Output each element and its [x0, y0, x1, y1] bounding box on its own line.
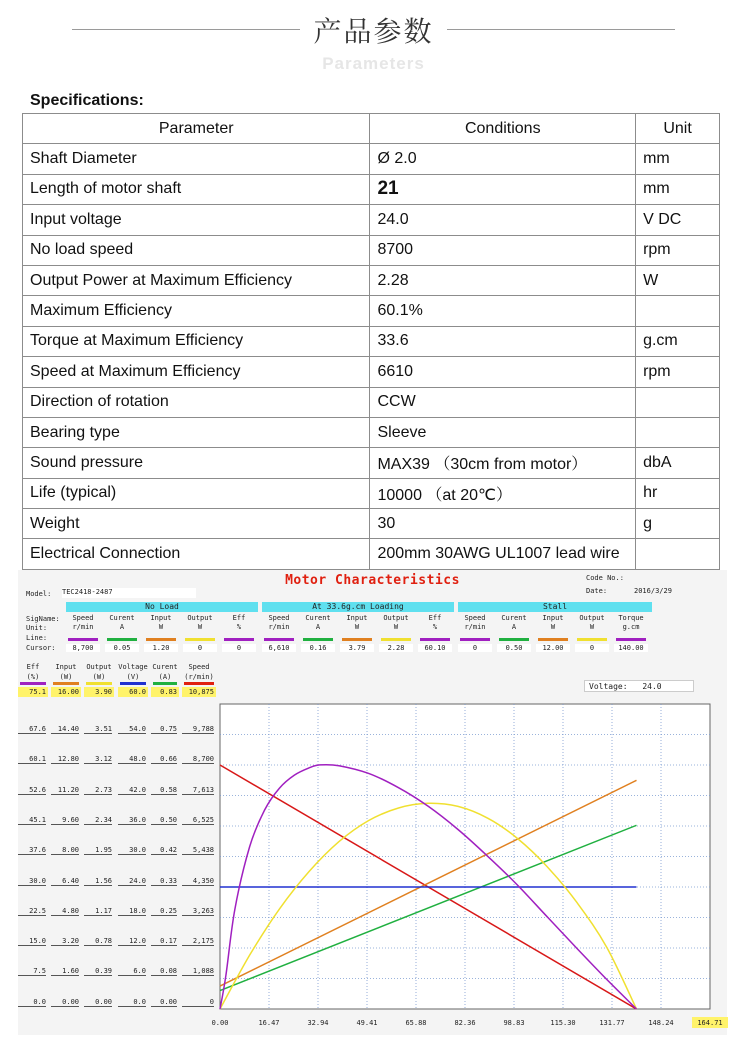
y-axis-unit: (A): [158, 673, 172, 681]
conditions-cell: 2.28: [370, 265, 636, 295]
y-axis-tick: 0.00: [51, 998, 79, 1007]
date-label: Date:: [586, 587, 608, 595]
conditions-cell: Ø 2.0: [370, 144, 636, 174]
cursor-label: Cursor:: [26, 644, 56, 652]
y-axis-tick: 8.00: [51, 846, 79, 855]
cursor-value: 0: [575, 644, 609, 652]
y-axis-tick: 14.40: [51, 725, 79, 734]
cursor-value: 0: [183, 644, 217, 652]
y-axis-tick: 15.0: [18, 937, 46, 946]
y-axis-tick: 0: [182, 998, 214, 1007]
table-row: [23, 387, 720, 417]
cursor-value: 0.05: [105, 644, 139, 652]
y-axis-name: Voltage: [118, 663, 148, 671]
y-axis-name: Speed: [188, 663, 210, 671]
y-axis-tick: 3.12: [84, 755, 112, 764]
signal-name: Input: [542, 614, 564, 622]
code-label: Code No.:: [586, 574, 624, 582]
signal-unit: g.cm: [622, 623, 640, 631]
y-axis-unit: (%): [26, 673, 40, 681]
y-axis-tick: 1.17: [84, 907, 112, 916]
x-axis-tick-label: 98.83: [503, 1019, 525, 1027]
model-value: TEC2418-2487: [62, 588, 196, 598]
signal-unit: W: [158, 623, 164, 631]
y-axis-tick: 6.0: [118, 967, 146, 976]
y-axis-tick: 8,700: [182, 755, 214, 764]
signal-name: Eff: [232, 614, 246, 622]
table-header-row: [23, 114, 720, 144]
voltage-label: Voltage:: [589, 682, 628, 691]
x-axis-tick-label: 16.47: [258, 1019, 280, 1027]
y-axis-tick: 0.08: [151, 967, 177, 976]
y-axis-tick: 2.34: [84, 816, 112, 825]
y-axis-name: Output: [86, 663, 112, 671]
unit-cell: [636, 387, 720, 417]
y-axis-color-swatch: [153, 682, 177, 685]
cursor-value: 1.20: [144, 644, 178, 652]
cursor-value: 12.00: [536, 644, 570, 652]
y-axis-tick: 1,088: [182, 967, 214, 976]
signal-name: Eff: [428, 614, 442, 622]
line-color-swatch: [303, 638, 333, 641]
section-header: [0, 0, 747, 90]
column-header-parameter: Parameter: [23, 114, 370, 144]
y-axis-tick: 2,175: [182, 937, 214, 946]
date-value: 2016/3/29: [634, 587, 672, 595]
section-title: 产品参数: [313, 15, 434, 48]
x-cursor-label: 164.71: [697, 1019, 723, 1027]
y-axis-tick: 0.17: [151, 937, 177, 946]
line-color-swatch: [342, 638, 372, 641]
line-label: Line:: [26, 634, 48, 642]
line-color-swatch: [577, 638, 607, 641]
y-axis-max: 75.1: [18, 687, 48, 697]
signal-unit: W: [589, 623, 595, 631]
y-axis-tick: 6.40: [51, 877, 79, 886]
band-loading: At 33.6g.cm Loading: [262, 602, 454, 612]
y-axis-tick: 0.00: [151, 998, 177, 1007]
y-axis-tick: 45.1: [18, 816, 46, 825]
conditions-cell: 8700: [370, 235, 636, 265]
signal-unit: W: [354, 623, 360, 631]
signal-name: Curent: [501, 614, 527, 622]
y-axis-tick: 1.56: [84, 877, 112, 886]
y-axis-tick: 0.58: [151, 786, 177, 795]
y-axis-unit: (V): [126, 673, 140, 681]
y-axis-tick: 9,788: [182, 725, 214, 734]
cursor-value: 3.79: [340, 644, 374, 652]
signal-unit: %: [432, 623, 438, 631]
y-axis-tick: 12.80: [51, 755, 79, 764]
specifications-label: Specifications:: [30, 92, 144, 109]
line-color-swatch: [68, 638, 98, 641]
signal-name: Output: [579, 614, 605, 622]
y-axis-tick: 1.95: [84, 846, 112, 855]
parameter-cell: Input voltage: [23, 205, 370, 235]
parameter-cell: Direction of rotation: [23, 387, 370, 417]
parameter-cell: Speed at Maximum Efficiency: [23, 357, 370, 387]
cursor-value: 0.16: [301, 644, 335, 652]
y-axis-color-swatch: [184, 682, 214, 685]
parameter-cell: Output Power at Maximum Efficiency: [23, 265, 370, 295]
y-axis-tick: 22.5: [18, 907, 46, 916]
y-axis-unit: (W): [59, 673, 73, 681]
voltage-field: [584, 680, 694, 692]
y-axis-color-swatch: [86, 682, 112, 685]
signal-unit: A: [315, 623, 321, 631]
conditions-cell: 30: [370, 509, 636, 539]
table-row: [23, 235, 720, 265]
y-axis-max: 0.83: [151, 687, 179, 697]
conditions-cell: 60.1%: [370, 296, 636, 326]
y-axis-tick: 6,525: [182, 816, 214, 825]
y-axis-max: 16.00: [51, 687, 81, 697]
signal-unit: r/min: [464, 623, 486, 631]
x-axis-tick-label: 32.94: [307, 1019, 329, 1027]
signal-name: Curent: [305, 614, 331, 622]
cursor-value: 0.50: [497, 644, 531, 652]
motor-characteristics-panel: [18, 570, 727, 1035]
y-axis-tick: 5,438: [182, 846, 214, 855]
signal-name: Speed: [268, 614, 290, 622]
y-axis-tick: 0.25: [151, 907, 177, 916]
unit-cell: rpm: [636, 235, 720, 265]
cursor-value: 0: [458, 644, 492, 652]
line-color-swatch: [616, 638, 646, 641]
table-row: [23, 539, 720, 569]
conditions-cell: MAX39 （30cm from motor）: [370, 448, 636, 478]
table-row: [23, 174, 720, 204]
parameter-cell: Shaft Diameter: [23, 144, 370, 174]
cursor-value: 6,610: [262, 644, 296, 652]
table-row: [23, 417, 720, 447]
unit-cell: V DC: [636, 205, 720, 235]
section-subtitle: Parameters: [322, 54, 425, 73]
line-color-swatch: [107, 638, 137, 641]
x-axis-tick-label: 131.77: [599, 1019, 625, 1027]
y-axis-tick: 24.0: [118, 877, 146, 886]
signal-name: Torque: [618, 614, 644, 622]
unit-cell: [636, 296, 720, 326]
parameter-cell: Weight: [23, 509, 370, 539]
cursor-value: 8,700: [66, 644, 100, 652]
y-axis-unit: (r/min): [184, 673, 214, 681]
y-axis-name: Curent: [152, 663, 178, 671]
unit-cell: W: [636, 265, 720, 295]
signal-unit: A: [119, 623, 125, 631]
unit-label: Unit:: [26, 624, 48, 632]
y-axis-tick: 4.80: [51, 907, 79, 916]
table-row: [23, 296, 720, 326]
signal-name: Input: [150, 614, 172, 622]
parameter-cell: Length of motor shaft: [23, 174, 370, 204]
y-axis-color-swatch: [120, 682, 146, 685]
signal-unit: W: [550, 623, 556, 631]
table-row: [23, 205, 720, 235]
signal-name: Speed: [72, 614, 94, 622]
conditions-cell: 10000 （at 20℃）: [370, 478, 636, 508]
x-axis-tick-label: 49.41: [356, 1019, 378, 1027]
unit-cell: dbA: [636, 448, 720, 478]
y-axis-max: 3.90: [84, 687, 114, 697]
parameter-cell: Maximum Efficiency: [23, 296, 370, 326]
unit-cell: mm: [636, 174, 720, 204]
specifications-table: [22, 113, 720, 570]
cursor-value: 2.28: [379, 644, 413, 652]
table-row: [23, 357, 720, 387]
table-row: [23, 326, 720, 356]
y-axis-max: 10,875: [182, 687, 216, 697]
line-color-swatch: [146, 638, 176, 641]
unit-cell: g: [636, 509, 720, 539]
y-axis-tick: 0.75: [151, 725, 177, 734]
conditions-cell: CCW: [370, 387, 636, 417]
line-color-swatch: [185, 638, 215, 641]
y-axis-tick: 30.0: [118, 846, 146, 855]
unit-cell: mm: [636, 144, 720, 174]
y-axis-tick: 7,613: [182, 786, 214, 795]
x-axis-tick-label: 0.00: [211, 1019, 229, 1027]
signal-unit: r/min: [268, 623, 290, 631]
signal-unit: W: [197, 623, 203, 631]
y-axis-tick: 9.60: [51, 816, 79, 825]
y-axis-tick: 36.0: [118, 816, 146, 825]
table-row: [23, 509, 720, 539]
parameter-cell: No load speed: [23, 235, 370, 265]
line-color-swatch: [381, 638, 411, 641]
table-row: [23, 478, 720, 508]
y-axis-tick: 0.0: [118, 998, 146, 1007]
x-axis-tick-label: 65.88: [405, 1019, 427, 1027]
band-stall: Stall: [458, 602, 652, 612]
cursor-value: 60.10: [418, 644, 452, 652]
signal-name: Input: [346, 614, 368, 622]
unit-cell: [636, 539, 720, 569]
signal-name: Speed: [464, 614, 486, 622]
column-header-unit: Unit: [636, 114, 720, 144]
table-row: [23, 265, 720, 295]
column-header-conditions: Conditions: [370, 114, 636, 144]
x-axis-tick-label: 115.30: [550, 1019, 576, 1027]
signal-unit: W: [393, 623, 399, 631]
cursor-value: 0: [222, 644, 256, 652]
y-axis-color-swatch: [53, 682, 79, 685]
y-axis-tick: 3.51: [84, 725, 112, 734]
line-color-swatch: [420, 638, 450, 641]
table-row: [23, 448, 720, 478]
y-axis-tick: 3.20: [51, 937, 79, 946]
motor-characteristics-title: Motor Characteristics: [285, 573, 460, 588]
parameter-cell: Life (typical): [23, 478, 370, 508]
y-axis-tick: 30.0: [18, 877, 46, 886]
header-divider-left: [72, 29, 300, 30]
x-axis-tick-label: 82.36: [454, 1019, 476, 1027]
y-axis-tick: 2.73: [84, 786, 112, 795]
y-axis-name: Input: [55, 663, 77, 671]
y-axis-tick: 1.60: [51, 967, 79, 976]
y-axis-max: 60.0: [118, 687, 148, 697]
model-label: Model:: [26, 590, 52, 598]
signame-label: SigName:: [26, 615, 60, 623]
y-axis-tick: 60.1: [18, 755, 46, 764]
signal-unit: %: [236, 623, 242, 631]
y-axis-tick: 3,263: [182, 907, 214, 916]
y-axis-tick: 11.20: [51, 786, 79, 795]
y-axis-tick: 0.39: [84, 967, 112, 976]
parameter-cell: Torque at Maximum Efficiency: [23, 326, 370, 356]
y-axis-tick: 4,350: [182, 877, 214, 886]
motor-curve-plot: [208, 700, 723, 1030]
unit-cell: g.cm: [636, 326, 720, 356]
y-axis-tick: 42.0: [118, 786, 146, 795]
y-axis-color-swatch: [20, 682, 46, 685]
y-axis-tick: 0.66: [151, 755, 177, 764]
line-color-swatch: [538, 638, 568, 641]
y-axis-tick: 0.50: [151, 816, 177, 825]
y-axis-tick: 0.0: [18, 998, 46, 1007]
signal-name: Output: [187, 614, 213, 622]
parameter-cell: Electrical Connection: [23, 539, 370, 569]
y-axis-name: Eff: [26, 663, 40, 671]
y-axis-tick: 18.0: [118, 907, 146, 916]
parameter-cell: Bearing type: [23, 417, 370, 447]
signal-name: Output: [383, 614, 409, 622]
line-color-swatch: [499, 638, 529, 641]
conditions-cell: 33.6: [370, 326, 636, 356]
conditions-cell: 24.0: [370, 205, 636, 235]
parameter-cell: Sound pressure: [23, 448, 370, 478]
signal-unit: r/min: [72, 623, 94, 631]
band-no-load: No Load: [66, 602, 258, 612]
cursor-value: 140.00: [614, 644, 648, 652]
voltage-value: 24.0: [642, 682, 662, 691]
line-color-swatch: [224, 638, 254, 641]
line-color-swatch: [264, 638, 294, 641]
y-axis-tick: 54.0: [118, 725, 146, 734]
y-axis-tick: 0.78: [84, 937, 112, 946]
conditions-cell: Sleeve: [370, 417, 636, 447]
conditions-cell: 6610: [370, 357, 636, 387]
unit-cell: hr: [636, 478, 720, 508]
x-axis-tick-label: 148.24: [648, 1019, 674, 1027]
unit-cell: [636, 417, 720, 447]
conditions-cell: 21: [370, 174, 636, 204]
conditions-cell: 200mm 30AWG UL1007 lead wire: [370, 539, 636, 569]
signal-unit: A: [511, 623, 517, 631]
y-axis-unit: (W): [92, 673, 106, 681]
header-divider-right: [447, 29, 675, 30]
y-axis-tick: 67.6: [18, 725, 46, 734]
line-color-swatch: [460, 638, 490, 641]
y-axis-tick: 48.0: [118, 755, 146, 764]
y-axis-tick: 0.33: [151, 877, 177, 886]
y-axis-tick: 0.42: [151, 846, 177, 855]
signal-name: Curent: [109, 614, 135, 622]
y-axis-tick: 37.6: [18, 846, 46, 855]
y-axis-tick: 52.6: [18, 786, 46, 795]
unit-cell: rpm: [636, 357, 720, 387]
y-axis-tick: 12.0: [118, 937, 146, 946]
table-row: [23, 144, 720, 174]
y-axis-tick: 7.5: [18, 967, 46, 976]
y-axis-tick: 0.00: [84, 998, 112, 1007]
